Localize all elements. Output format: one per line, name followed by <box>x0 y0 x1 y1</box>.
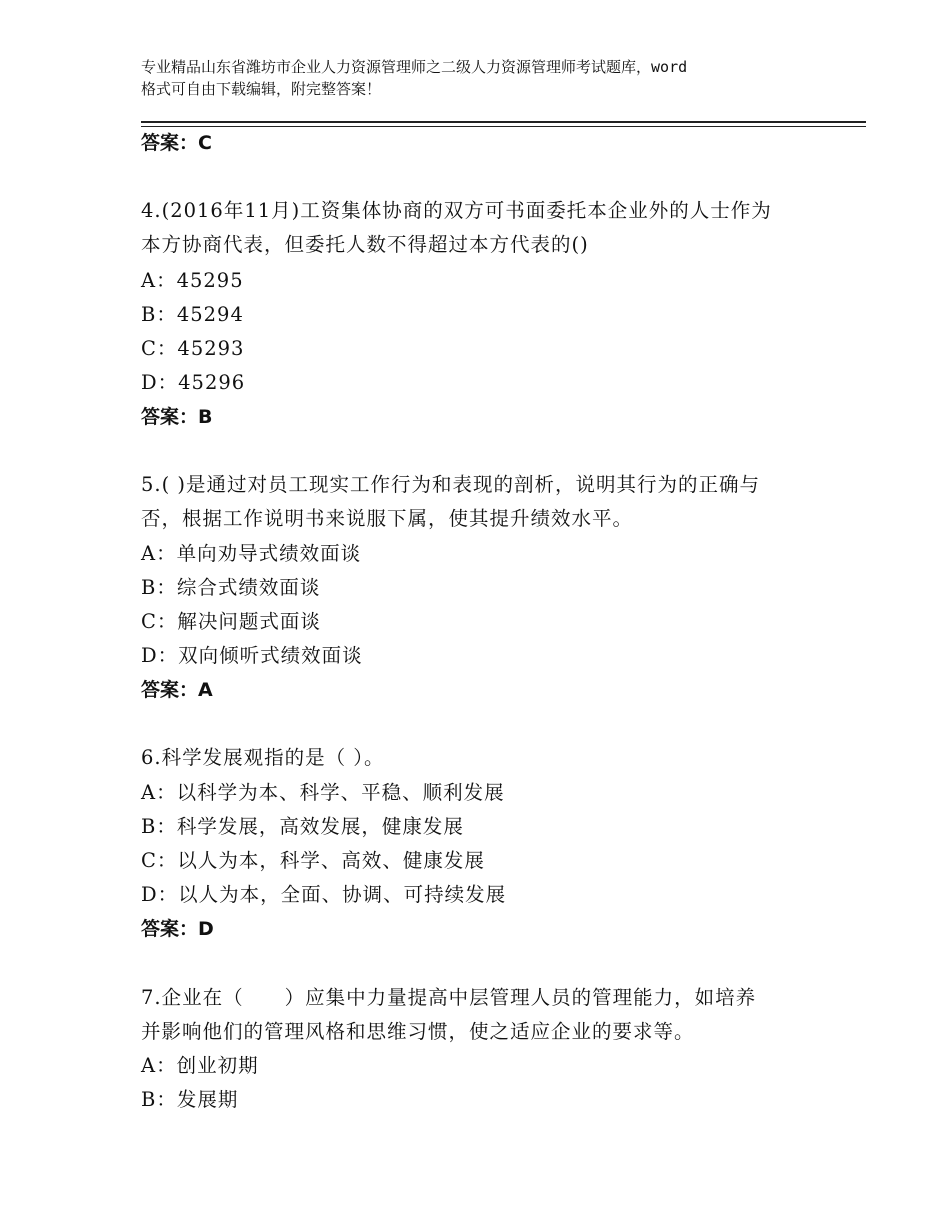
document-header <box>141 56 841 100</box>
option-b: B：发展期 <box>141 1088 239 1111</box>
question-5 <box>141 468 821 536</box>
option-a: A：单向劝导式绩效面谈 <box>141 542 362 565</box>
question-text-line: 5.( )是通过对员工现实工作行为和表现的剖析，说明其行为的正确与 <box>141 473 761 496</box>
answer-prev: 答案：C <box>141 132 212 154</box>
option-b: B：综合式绩效面谈 <box>141 576 321 599</box>
option-c: C：45293 <box>141 337 245 360</box>
question-6 <box>141 741 821 775</box>
header-line-1: 专业精品山东省潍坊市企业人力资源管理师之二级人力资源管理师考试题库，word <box>141 58 688 76</box>
header-line-2: 格式可自由下载编辑，附完整答案！ <box>141 80 382 98</box>
option-b: B：45294 <box>141 303 244 326</box>
option-a: A：创业初期 <box>141 1054 259 1077</box>
option-d: D：双向倾听式绩效面谈 <box>141 644 363 667</box>
option-c: C：以人为本，科学、高效、健康发展 <box>141 849 485 872</box>
question-text-line: 本方协商代表，但委托人数不得超过本方代表的() <box>141 233 589 256</box>
question-text-line: 7.企业在（ ）应集中力量提高中层管理人员的管理能力，如培养 <box>141 986 757 1009</box>
question-4 <box>141 194 821 262</box>
answer-4: 答案：B <box>141 406 213 428</box>
question-text-line: 否，根据工作说明书来说服下属，使其提升绩效水平。 <box>141 507 634 530</box>
question-text-line: 并影响他们的管理风格和思维习惯，使之适应企业的要求等。 <box>141 1020 695 1043</box>
question-7 <box>141 981 821 1049</box>
option-b: B：科学发展，高效发展，健康发展 <box>141 815 464 838</box>
question-text-line: 6.科学发展观指的是（ ）。 <box>141 746 385 769</box>
question-text-line: 4.(2016年11月)工资集体协商的双方可书面委托本企业外的人士作为 <box>141 199 772 222</box>
option-a: A：以科学为本、科学、平稳、顺利发展 <box>141 781 505 804</box>
header-rule-thin <box>141 126 866 127</box>
option-a: A：45295 <box>141 269 244 292</box>
answer-5: 答案：A <box>141 679 213 701</box>
option-d: D：45296 <box>141 371 246 394</box>
header-rule-thick <box>141 121 866 123</box>
option-d: D：以人为本，全面、协调、可持续发展 <box>141 883 507 906</box>
answer-6: 答案：D <box>141 918 214 940</box>
option-c: C：解决问题式面谈 <box>141 610 321 633</box>
